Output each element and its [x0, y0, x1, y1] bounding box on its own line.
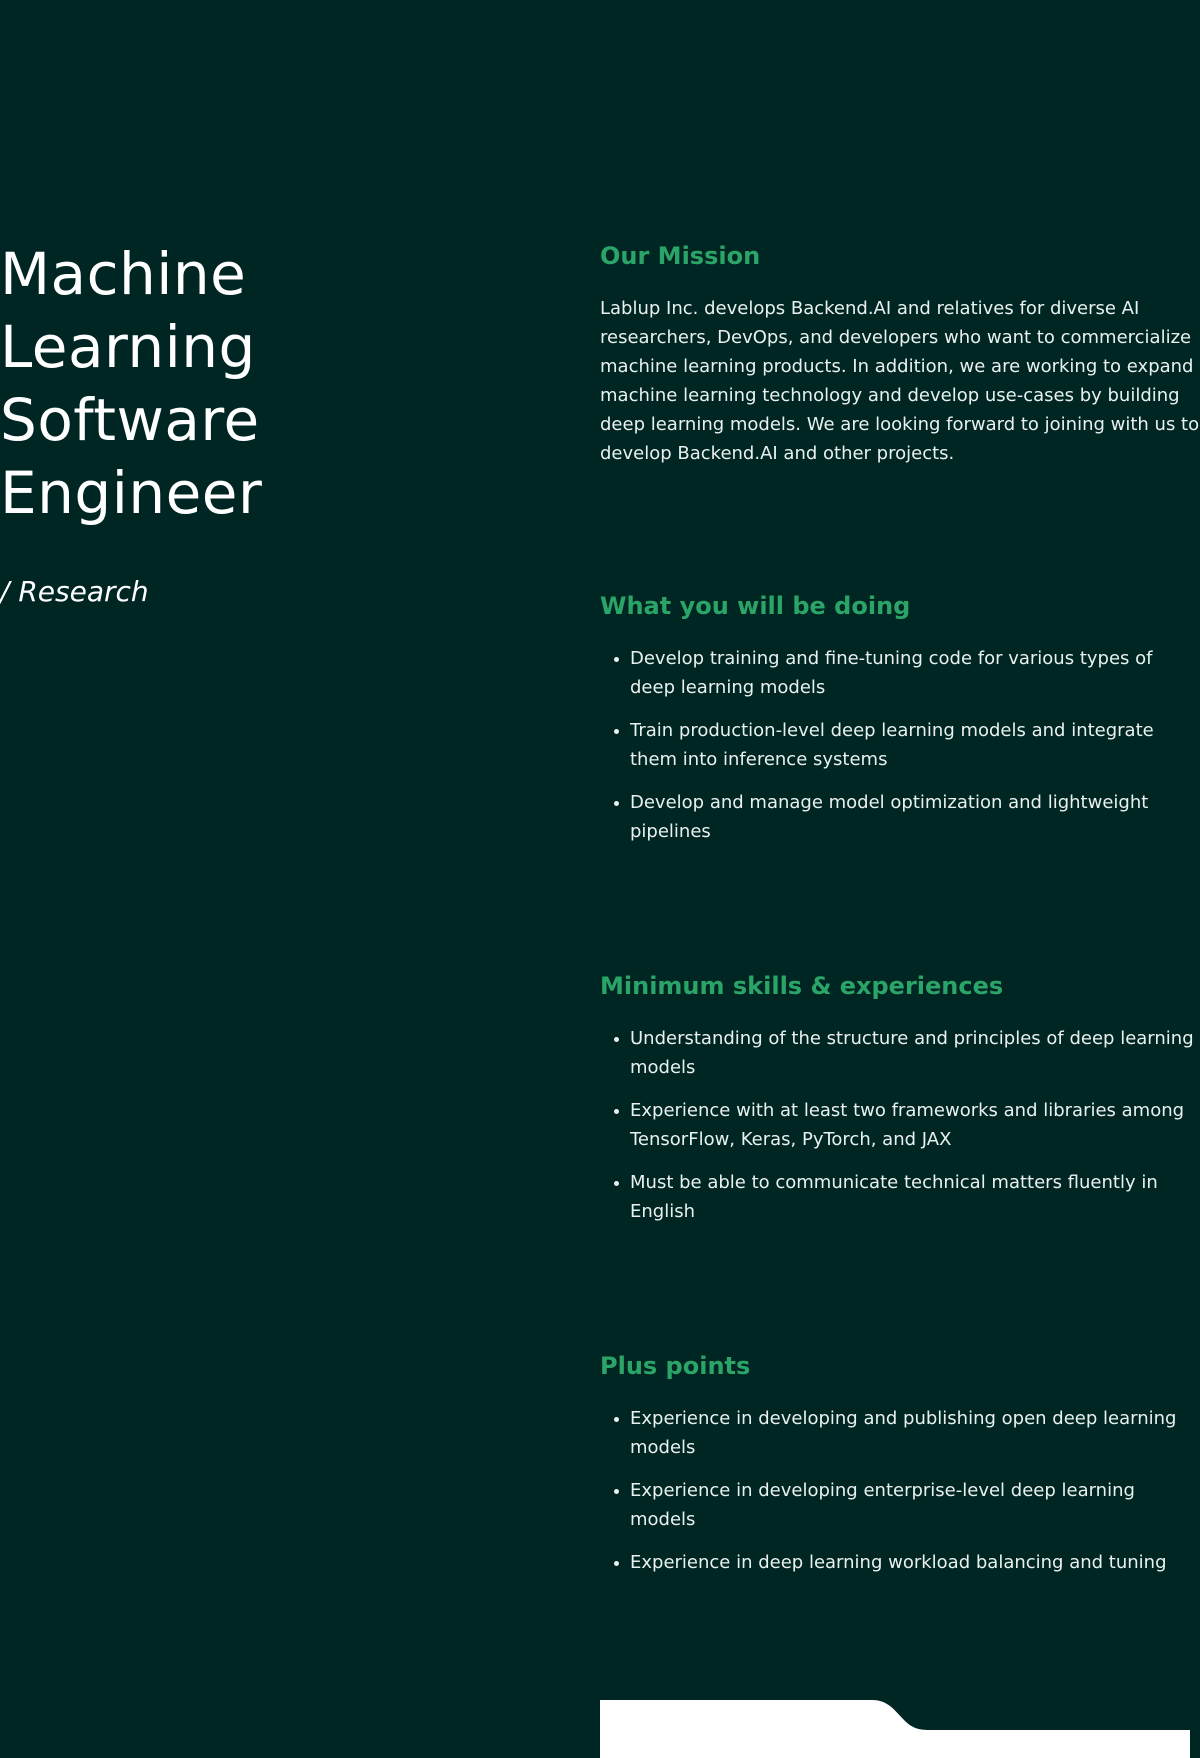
section-responsibilities: [600, 590, 1200, 860]
section-minimum-skills: [600, 970, 1200, 1240]
mission-text: Lablup Inc. develops Backend.AI and relatives for diverse AI researchers, DevOps, and developers who want to commercialize machine learning products. In addition, we are working to expand machine learning technology and develop use-cases by building deep learning models. We are looking forward to joining with us to develop Backend.AI and other projects.: [600, 298, 1200, 464]
job-title-line: Machine: [0, 240, 247, 308]
job-title-line: Software: [0, 386, 260, 454]
list-item: Must be able to communicate technical matters fluently in English: [630, 1168, 1200, 1226]
section-plus-points: [600, 1350, 1200, 1591]
section-heading: Minimum skills & experiences: [600, 972, 1004, 1000]
footer-card: [600, 1700, 1190, 1758]
list-item: Train production-level deep learning models and integrate them into inference systems: [630, 716, 1200, 774]
list-item: Experience in deep learning workload balancing and tuning: [630, 1548, 1200, 1577]
list-item: Experience in developing and publishing open deep learning models: [630, 1404, 1200, 1462]
department-label: / Research: [0, 575, 149, 608]
job-title: [0, 238, 480, 530]
job-title-line: Engineer: [0, 459, 263, 527]
list-item: Experience with at least two frameworks and libraries among TensorFlow, Keras, PyTorch, and JAX: [630, 1096, 1200, 1154]
list-item: Experience in developing enterprise-level deep learning models: [630, 1476, 1200, 1534]
section-heading: Our Mission: [600, 242, 761, 270]
list-item: Understanding of the structure and principles of deep learning models: [630, 1024, 1200, 1082]
section-mission: [600, 240, 1200, 468]
minimum-skills-list: [600, 1024, 1200, 1226]
responsibilities-list: [600, 644, 1200, 846]
section-heading: Plus points: [600, 1352, 751, 1380]
job-title-line: Learning: [0, 313, 256, 381]
list-item: Develop training and fine-tuning code for various types of deep learning models: [630, 644, 1200, 702]
job-header: [0, 238, 480, 610]
section-heading: What you will be doing: [600, 592, 911, 620]
plus-points-list: [600, 1404, 1200, 1577]
list-item: Develop and manage model optimization and lightweight pipelines: [630, 788, 1200, 846]
